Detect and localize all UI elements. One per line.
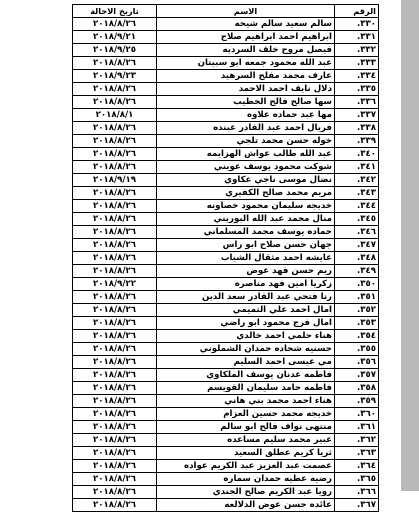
row-name: رنا فتحي عبد القادر سعد الدين <box>157 291 335 304</box>
row-number: ٣٣٤. <box>335 70 379 83</box>
row-number: ٣٤٦. <box>335 226 379 239</box>
table-header-row <box>73 5 379 18</box>
row-date: ٢٠١٨/٨/٢٦ <box>73 369 157 382</box>
row-number: ٣٥٧. <box>335 369 379 382</box>
row-number: ٣٣٥. <box>335 83 379 96</box>
referral-table <box>72 4 379 512</box>
table-row <box>73 187 379 200</box>
row-number: ٣٥٠. <box>335 278 379 291</box>
row-number: ٣٣٨. <box>335 122 379 135</box>
table-row <box>73 148 379 161</box>
row-number: ٣٥٨. <box>335 382 379 395</box>
table-row <box>73 200 379 213</box>
row-name: عبد الله محمود جمعه ابو سبيتان <box>157 57 335 70</box>
row-number: ٣٦٦. <box>335 486 379 499</box>
row-name: سها صالح فالح الخطيب <box>157 96 335 109</box>
table-row <box>73 369 379 382</box>
header-date: تاريخ الاحالة <box>73 5 157 18</box>
row-number: ٣٥٦. <box>335 356 379 369</box>
table-row <box>73 278 379 291</box>
row-name: عائده حسن عوض الدلالعه <box>157 499 335 512</box>
row-date: ٢٠١٨/٨/٢٦ <box>73 265 157 278</box>
table-row <box>73 70 379 83</box>
table-row <box>73 460 379 473</box>
row-date: ٢٠١٨/٨/٢٦ <box>73 395 157 408</box>
table-row <box>73 317 379 330</box>
table-row <box>73 57 379 70</box>
row-number: ٣٥٤. <box>335 330 379 343</box>
row-name: دلال نايف احمد الاحمد <box>157 83 335 96</box>
row-name: رضيه عطيه حمدان سماره <box>157 473 335 486</box>
table-row <box>73 408 379 421</box>
row-date: ٢٠١٨/٨/٢٦ <box>73 356 157 369</box>
table-row <box>73 174 379 187</box>
table-row <box>73 31 379 44</box>
table-row <box>73 213 379 226</box>
row-number: ٣٣٧. <box>335 109 379 122</box>
row-name: منال محمد عبد الله البوريني <box>157 213 335 226</box>
row-name: عبد الله طالب عواش الهزايمه <box>157 148 335 161</box>
row-number: ٣٦٧. <box>335 499 379 512</box>
row-number: ٣٦١. <box>335 421 379 434</box>
row-date: ٢٠١٨/٨/٢٦ <box>73 499 157 512</box>
row-name: مي عيسى احمد السليم <box>157 356 335 369</box>
header-number: الرقم <box>335 5 379 18</box>
table-row <box>73 356 379 369</box>
row-date: ٢٠١٨/٨/٢٦ <box>73 304 157 317</box>
row-date: ٢٠١٨/٨/٢٦ <box>73 408 157 421</box>
table-row <box>73 434 379 447</box>
row-name: ابراهيم احمد ابراهيم صلاح <box>157 31 335 44</box>
table-row <box>73 109 379 122</box>
row-number: ٣٥٣. <box>335 317 379 330</box>
row-name: خوله حسن محمد تلجي <box>157 135 335 148</box>
row-date: ٢٠١٨/٨/٢٦ <box>73 18 157 31</box>
row-name: عايشه احمد مثقال الشياب <box>157 252 335 265</box>
row-date: ٢٠١٨/٨/٢٦ <box>73 57 157 70</box>
row-name: حسنيه شحاده حمدان الشملوني <box>157 343 335 356</box>
table-row <box>73 499 379 512</box>
table-row <box>73 161 379 174</box>
row-name: جهان حسن صلاح ابو راس <box>157 239 335 252</box>
table-row <box>73 265 379 278</box>
table-row <box>73 304 379 317</box>
row-date: ٢٠١٨/٨/٢٦ <box>73 473 157 486</box>
row-number: ٣٦٠. <box>335 408 379 421</box>
row-date: ٢٠١٨/٨/٢٦ <box>73 317 157 330</box>
row-date: ٢٠١٨/٨/٢٦ <box>73 291 157 304</box>
row-number: ٣٤١. <box>335 161 379 174</box>
row-name: منتهى نواف فالح ابو سالم <box>157 421 335 434</box>
row-number: ٣٥٥. <box>335 343 379 356</box>
row-date: ٢٠١٨/٨/٢٦ <box>73 226 157 239</box>
row-date: ٢٠١٨/٨/٢٦ <box>73 122 157 135</box>
row-number: ٣٤٠. <box>335 148 379 161</box>
row-date: ٢٠١٨/٨/٢٦ <box>73 460 157 473</box>
row-date: ٢٠١٨/٨/٢٦ <box>73 434 157 447</box>
row-number: ٣٥٢. <box>335 304 379 317</box>
row-name: مريم محمد صالح الكفيري <box>157 187 335 200</box>
row-name: امال فرج محمود ابو راضي <box>157 317 335 330</box>
row-date: ٢٠١٨/٩/٢١ <box>73 31 157 44</box>
page-edge <box>401 0 419 491</box>
table-row <box>73 382 379 395</box>
row-date: ٢٠١٨/٨/٢٦ <box>73 213 157 226</box>
row-date: ٢٠١٨/٨/٢٦ <box>73 382 157 395</box>
row-number: ٣٥١. <box>335 291 379 304</box>
row-date: ٢٠١٨/٩/٢٣ <box>73 70 157 83</box>
table-row <box>73 135 379 148</box>
row-number: ٣٤٣. <box>335 187 379 200</box>
row-name: ريم حسن فهد عوض <box>157 265 335 278</box>
row-date: ٢٠١٨/٩/٢٢ <box>73 278 157 291</box>
row-date: ٢٠١٨/٩/٢٥ <box>73 44 157 57</box>
table-row <box>73 226 379 239</box>
row-name: عصمت عبد العزيز عبد الكريم عواده <box>157 460 335 473</box>
row-number: ٣٣٠. <box>335 18 379 31</box>
row-date: ٢٠١٨/٨/٢٦ <box>73 421 157 434</box>
row-number: ٣٣٦. <box>335 96 379 109</box>
row-date: ٢٠١٨/٩/١٩ <box>73 174 157 187</box>
table-row <box>73 239 379 252</box>
table-row <box>73 96 379 109</box>
row-date: ٢٠١٨/٨/٢٦ <box>73 330 157 343</box>
row-name: زكريا امين فهد مناصره <box>157 278 335 291</box>
row-name: فيصل مروح خلف السرديه <box>157 44 335 57</box>
row-number: ٣٤٧. <box>335 239 379 252</box>
row-date: ٢٠١٨/٨/١ <box>73 109 157 122</box>
row-name: ثريا كريم عطلق السعيد <box>157 447 335 460</box>
row-date: ٢٠١٨/٨/٢٦ <box>73 252 157 265</box>
row-date: ٢٠١٨/٨/٢٦ <box>73 135 157 148</box>
row-date: ٢٠١٨/٨/٢٦ <box>73 447 157 460</box>
row-number: ٣٤٨. <box>335 252 379 265</box>
row-name: نضال موسى ناجي عكاوي <box>157 174 335 187</box>
row-number: ٣٦٢. <box>335 434 379 447</box>
table-row <box>73 421 379 434</box>
table-row <box>73 447 379 460</box>
table-row <box>73 395 379 408</box>
row-number: ٣٤٩. <box>335 265 379 278</box>
header-name: الاسم <box>157 5 335 18</box>
table-row <box>73 486 379 499</box>
table-row <box>73 252 379 265</box>
row-number: ٣٣٩. <box>335 135 379 148</box>
table-row <box>73 330 379 343</box>
row-number: ٣٤٥. <box>335 213 379 226</box>
row-date: ٢٠١٨/٨/٢٦ <box>73 486 157 499</box>
row-name: فريال احمد عبد القادر عبنده <box>157 122 335 135</box>
row-name: فاطمه حامد سليمان القويسم <box>157 382 335 395</box>
table-row <box>73 473 379 486</box>
row-date: ٢٠١٨/٨/٢٦ <box>73 239 157 252</box>
row-name: سالم سعيد سالم شيحه <box>157 18 335 31</box>
row-name: رويا عبد الكريم صالح الجندي <box>157 486 335 499</box>
row-date: ٢٠١٨/٨/٢٦ <box>73 343 157 356</box>
table-row <box>73 291 379 304</box>
row-name: عارف محمد مفلح السرهيد <box>157 70 335 83</box>
row-date: ٢٠١٨/٨/٢٦ <box>73 148 157 161</box>
row-name: خديجه محمد حسين العزام <box>157 408 335 421</box>
row-name: مها عبد حماده علاوه <box>157 109 335 122</box>
row-date: ٢٠١٨/٨/٢٦ <box>73 200 157 213</box>
row-name: فاطمه عدنان يوسف الملكاوي <box>157 369 335 382</box>
table-row <box>73 83 379 96</box>
table-row <box>73 44 379 57</box>
row-number: ٣٥٩. <box>335 395 379 408</box>
row-number: ٣٦٥. <box>335 473 379 486</box>
row-date: ٢٠١٨/٨/٢٦ <box>73 187 157 200</box>
row-number: ٣٤٢. <box>335 174 379 187</box>
row-number: ٣٣٢. <box>335 44 379 57</box>
row-date: ٢٠١٨/٨/٢٦ <box>73 161 157 174</box>
row-name: هناء حلمي احمد خالدي <box>157 330 335 343</box>
row-name: عبير محمد سليم مساعده <box>157 434 335 447</box>
row-number: ٣٣٣. <box>335 57 379 70</box>
row-name: امال احمد علي التميمي <box>157 304 335 317</box>
row-number: ٣٤٤. <box>335 200 379 213</box>
row-number: ٣٦٤. <box>335 460 379 473</box>
table-row <box>73 122 379 135</box>
table-row <box>73 343 379 356</box>
row-number: ٣٣١. <box>335 31 379 44</box>
row-date: ٢٠١٨/٨/٢٦ <box>73 96 157 109</box>
row-name: شوكت محمود يوسف عويني <box>157 161 335 174</box>
row-number: ٣٦٣. <box>335 447 379 460</box>
row-name: حماده يوسف محمد المسلماني <box>157 226 335 239</box>
row-name: خديجه سليمان محمود خصاونه <box>157 200 335 213</box>
row-date: ٢٠١٨/٨/٢٦ <box>73 83 157 96</box>
row-name: هناء احمد محمد بني هاني <box>157 395 335 408</box>
table-row <box>73 18 379 31</box>
